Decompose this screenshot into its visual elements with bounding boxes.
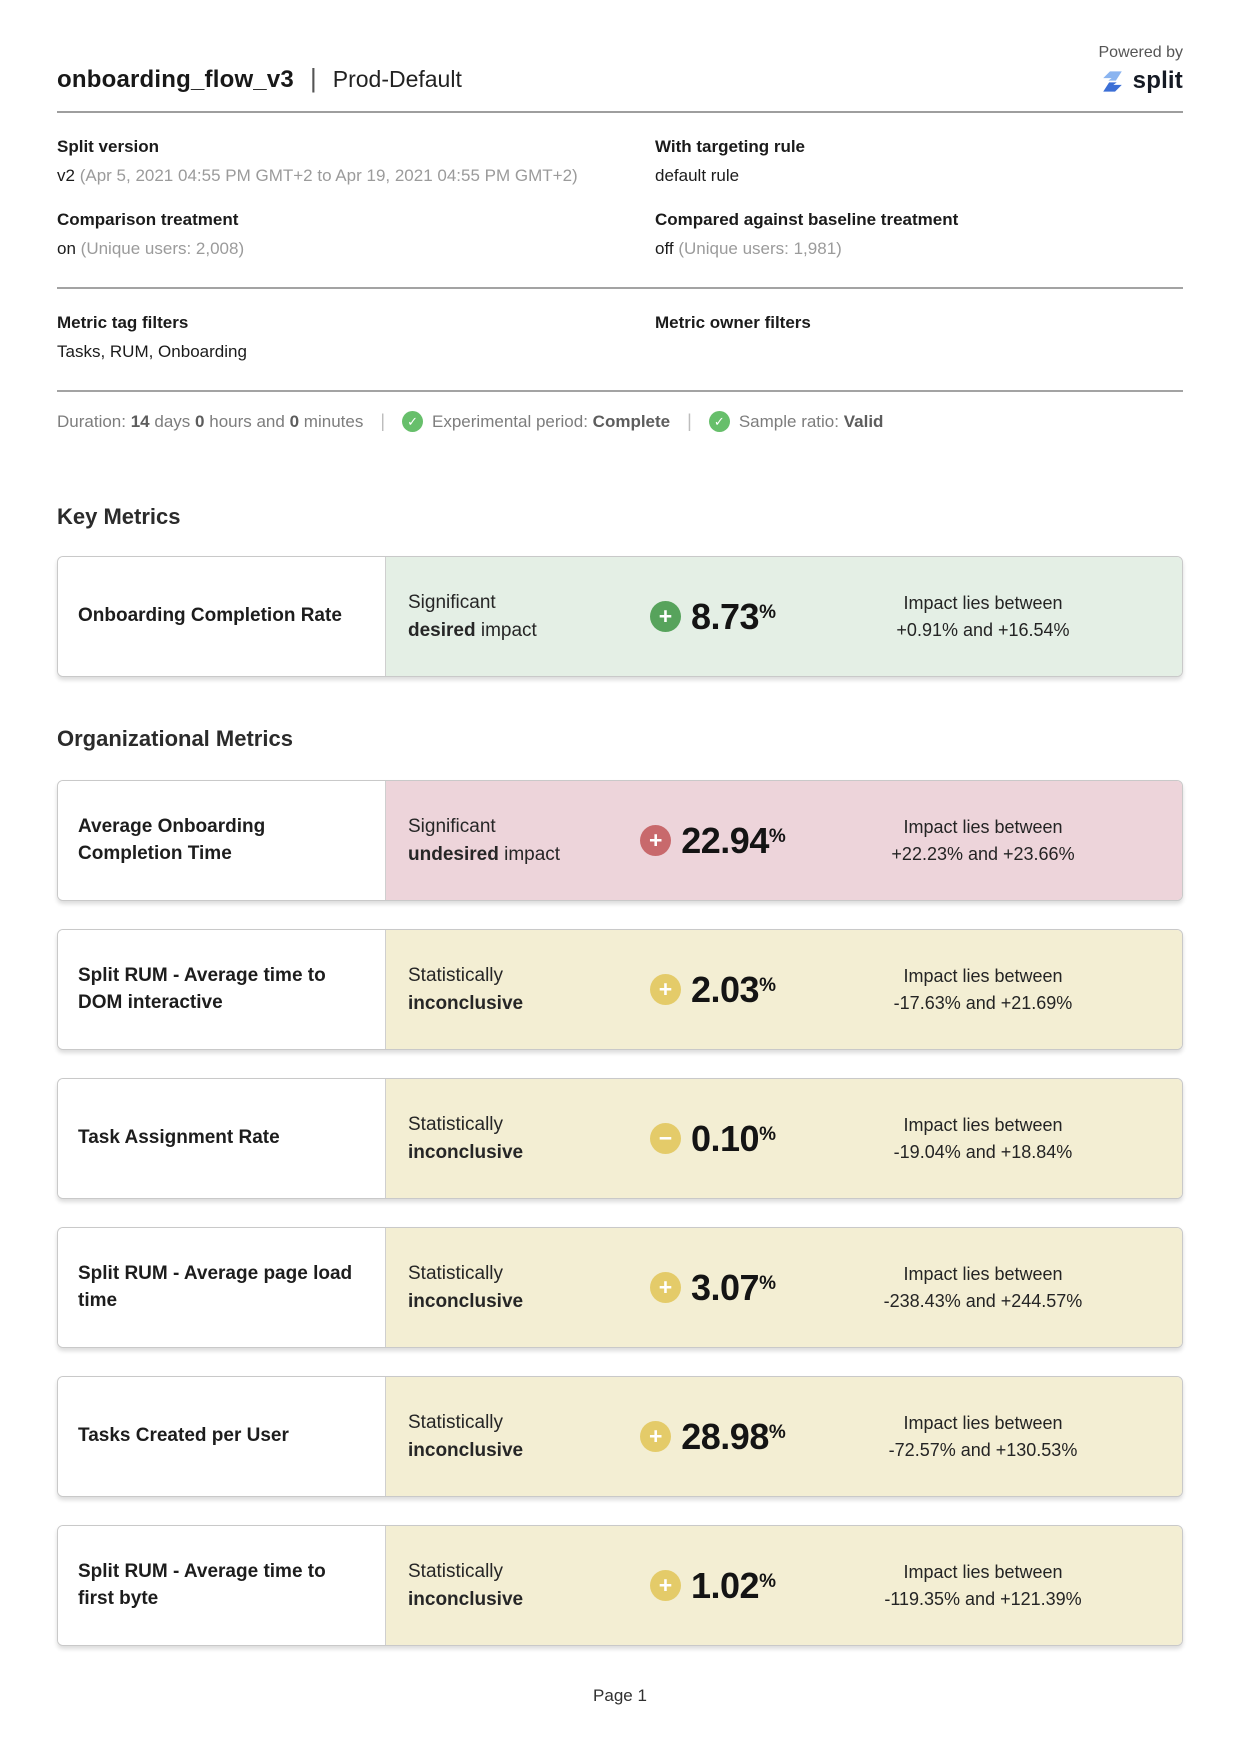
split-version-dates: (Apr 5, 2021 04:55 PM GMT+2 to Apr 19, 2021 04:55 PM GMT+2) [79, 166, 578, 185]
filters-section [57, 289, 1183, 392]
experiment-title: onboarding_flow_v3 [57, 65, 294, 93]
baseline-treatment-users: (Unique users: 1,981) [678, 239, 842, 258]
impact-range-intro: Impact lies between [903, 816, 1063, 837]
metric-card [57, 929, 1183, 1050]
check-icon: ✓ [709, 411, 730, 432]
impact-range [818, 1559, 1182, 1613]
metric-significance-emphasis: inconclusive [408, 1290, 524, 1312]
metric-significance [386, 1111, 608, 1166]
powered-by-block [1099, 44, 1184, 95]
experimental-period-value: Complete [592, 411, 671, 431]
metric-result-panel [386, 1377, 1182, 1496]
metric-significance-emphasis: inconclusive [408, 1588, 524, 1610]
impact-range [818, 1112, 1182, 1166]
impact-range-intro: Impact lies between [903, 1263, 1063, 1284]
metric-result-panel [386, 930, 1182, 1049]
percent-sign: % [768, 825, 786, 847]
metric-name: Split RUM - Average time to DOM interactive [78, 964, 326, 1013]
plus-icon: + [650, 601, 681, 632]
impact-range [818, 1261, 1182, 1315]
metric-significance [386, 1558, 608, 1613]
duration-days-unit: days [154, 411, 191, 431]
impact-range-intro: Impact lies between [903, 1114, 1063, 1135]
metric-significance-line1: Statistically [408, 1113, 504, 1135]
impact-range-values: -119.35% and +121.39% [884, 1588, 1082, 1609]
metric-name: Onboarding Completion Rate [78, 605, 342, 627]
baseline-treatment-value: off [655, 239, 674, 258]
split-version-label: Split version [57, 137, 160, 156]
sample-ratio-label: Sample ratio: [738, 411, 839, 431]
metric-significance-line1: Statistically [408, 964, 504, 986]
metric-name: Split RUM - Average time to first byte [78, 1560, 326, 1609]
impact-range-values: -72.57% and +130.53% [888, 1439, 1078, 1460]
minus-icon: − [650, 1123, 681, 1154]
duration-minutes-unit: minutes [303, 411, 364, 431]
metric-significance-line1: Statistically [408, 1411, 504, 1433]
organizational-metrics-heading: Organizational Metrics [57, 726, 293, 751]
metric-card [57, 780, 1183, 901]
duration-hours-value: 0 [195, 411, 205, 431]
experimental-period-label: Experimental period: [432, 411, 588, 431]
impact-range [818, 814, 1182, 868]
info-row [57, 137, 1183, 186]
plus-icon: + [650, 974, 681, 1005]
bar-separator: | [380, 411, 386, 431]
duration-segment [57, 412, 363, 432]
impact-range-values: -238.43% and +244.57% [883, 1290, 1083, 1311]
metric-impact-value: 3.07 [691, 1266, 760, 1308]
key-metrics-heading: Key Metrics [57, 504, 181, 529]
sample-ratio-value: Valid [843, 411, 884, 431]
metric-card [57, 1227, 1183, 1348]
metric-card [57, 1376, 1183, 1497]
metric-card [57, 1078, 1183, 1199]
metric-impact-value: 1.02 [691, 1564, 760, 1606]
split-version-value: v2 [57, 166, 75, 185]
metric-impact-value: 2.03 [691, 968, 760, 1010]
impact-range [818, 590, 1182, 644]
brand-wordmark: split [1132, 67, 1183, 94]
metric-impact-value: 0.10 [691, 1117, 760, 1159]
percent-sign: % [768, 1421, 786, 1443]
metric-card [57, 556, 1183, 677]
metric-tag-filters-label: Metric tag filters [57, 313, 189, 332]
metric-significance-emphasis: undesired [408, 843, 499, 865]
key-metrics-list [57, 556, 1183, 677]
page-number: Page 1 [593, 1686, 647, 1705]
metric-significance [386, 962, 608, 1017]
plus-icon: + [650, 1272, 681, 1303]
impact-range [818, 963, 1182, 1017]
baseline-treatment-label: Compared against baseline treatment [655, 210, 959, 229]
impact-range-intro: Impact lies between [903, 592, 1063, 613]
split-logo-icon [1099, 68, 1126, 95]
bar-separator: | [687, 411, 692, 431]
percent-sign: % [759, 974, 776, 996]
percent-sign: % [759, 1272, 776, 1294]
metric-owner-filters-label: Metric owner filters [655, 313, 811, 332]
metric-name: Task Assignment Rate [78, 1127, 280, 1149]
metric-significance-line1: Significant [408, 815, 496, 837]
metric-impact-value: 22.94 [681, 819, 769, 861]
impact-range [818, 1410, 1182, 1464]
comparison-treatment-users: (Unique users: 2,008) [80, 239, 245, 258]
metric-significance-rest: impact [475, 619, 537, 641]
percent-sign: % [759, 601, 776, 623]
metric-result-panel [386, 781, 1182, 900]
report-header [57, 0, 1183, 113]
metric-significance-emphasis: inconclusive [408, 1439, 524, 1461]
title-separator: | [309, 63, 317, 93]
duration-minutes-value: 0 [289, 411, 300, 431]
metric-significance [386, 813, 608, 868]
targeting-rule-field [655, 137, 1183, 186]
metric-tag-filters-field [57, 313, 655, 362]
plus-icon: + [640, 1421, 671, 1452]
metric-significance-emphasis: inconclusive [408, 992, 524, 1014]
percent-sign: % [759, 1123, 776, 1145]
metric-significance [386, 1260, 608, 1315]
metric-result-panel [386, 557, 1182, 676]
metric-name: Average Onboarding Completion Time [78, 815, 266, 864]
plus-icon: + [650, 1570, 681, 1601]
title-row [57, 64, 462, 95]
plus-icon: + [640, 825, 671, 856]
impact-range-intro: Impact lies between [903, 965, 1063, 986]
sample-ratio-segment [709, 411, 884, 432]
split-version-field [57, 137, 655, 186]
metric-name: Tasks Created per User [78, 1425, 289, 1447]
impact-range-values: +22.23% and +23.66% [891, 843, 1075, 864]
metric-significance-line1: Statistically [408, 1560, 504, 1582]
duration-days-value: 14 [130, 411, 150, 431]
percent-sign: % [759, 1570, 776, 1592]
metric-owner-filters-field [655, 313, 1183, 362]
metric-tag-filters-value: Tasks, RUM, Onboarding [57, 342, 247, 361]
impact-range-intro: Impact lies between [903, 1412, 1063, 1433]
comparison-treatment-value: on [57, 239, 76, 258]
metric-significance [386, 1409, 608, 1464]
metric-result-panel [386, 1526, 1182, 1645]
metric-significance-emphasis: desired [408, 619, 476, 641]
info-row [57, 210, 1183, 259]
brand-row [1099, 67, 1184, 95]
comparison-treatment-label: Comparison treatment [57, 210, 239, 229]
duration-label: Duration: [57, 411, 126, 431]
metric-result-panel [386, 1079, 1182, 1198]
info-row [57, 313, 1183, 362]
environment-name: Prod-Default [332, 66, 462, 92]
experiment-info-section [57, 113, 1183, 289]
targeting-rule-label: With targeting rule [655, 137, 806, 156]
metric-result-panel [386, 1228, 1182, 1347]
metric-significance-rest: impact [498, 843, 561, 865]
baseline-treatment-field [655, 210, 1183, 259]
metric-impact-value: 28.98 [681, 1415, 769, 1457]
metric-significance-line1: Significant [408, 591, 496, 613]
metric-significance [386, 589, 608, 644]
targeting-rule-value: default rule [655, 166, 740, 185]
impact-range-intro: Impact lies between [903, 1561, 1063, 1582]
metric-name: Split RUM - Average page load time [78, 1262, 353, 1311]
metric-significance-emphasis: inconclusive [408, 1141, 524, 1163]
organizational-metrics-list [57, 780, 1183, 1646]
duration-hours-unit: hours and [209, 411, 285, 431]
powered-by-label: Powered by [1098, 44, 1183, 61]
run-status-bar [57, 392, 1183, 432]
impact-range-values: +0.91% and +16.54% [896, 619, 1070, 640]
impact-range-values: -17.63% and +21.69% [893, 992, 1073, 1013]
metric-significance-line1: Statistically [408, 1262, 504, 1284]
metric-impact-value: 8.73 [691, 595, 760, 637]
experimental-period-segment [402, 411, 670, 432]
impact-range-values: -19.04% and +18.84% [893, 1141, 1073, 1162]
check-icon: ✓ [402, 411, 423, 432]
comparison-treatment-field [57, 210, 655, 259]
metric-card [57, 1525, 1183, 1646]
